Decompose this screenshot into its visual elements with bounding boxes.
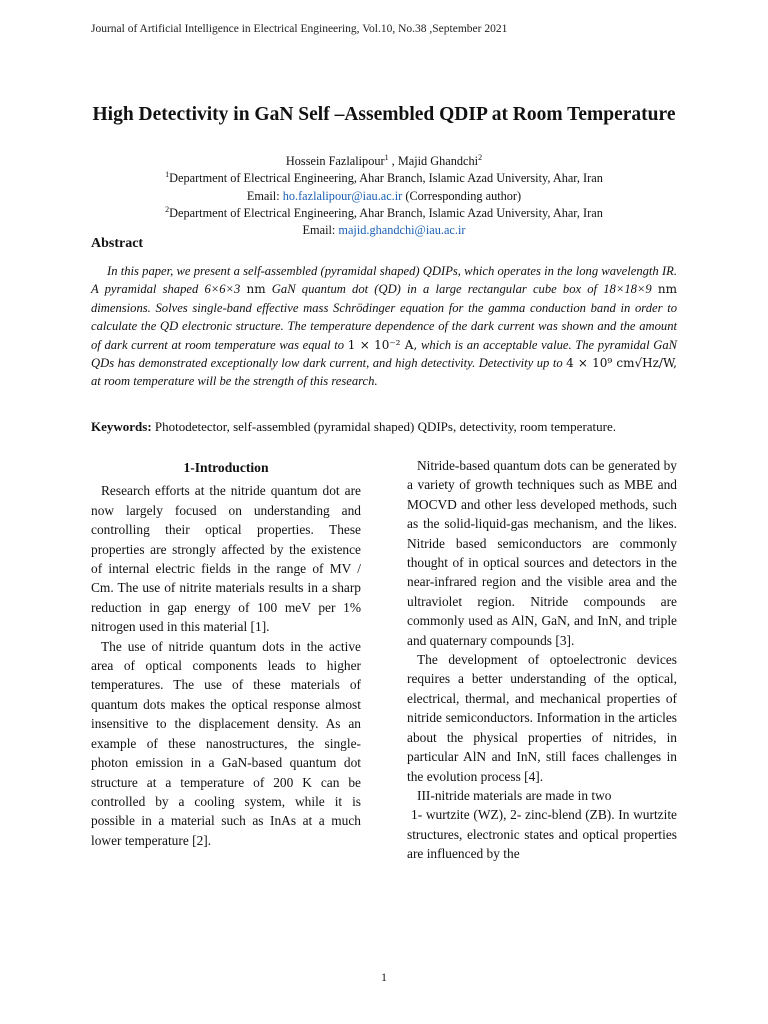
page-number: 1 <box>381 972 387 984</box>
email-label: Email: <box>246 188 283 203</box>
affiliation-1-text: Department of Electrical Engineering, Ahar Branch, Islamic Azad University, Ahar, Iran <box>169 171 603 186</box>
running-header: Journal of Artificial Intelligence in Electrical Engineering, Vol.10, No.38 ,September 2021 <box>91 23 508 35</box>
corresponding-note: (Corresponding author) <box>402 188 522 203</box>
unit-nm: nm <box>657 282 677 297</box>
abstract-text-3: dimensions. Solves single-band effective mass Schrödinger equation for the gamma conduction band in order to calculate the QD electronic structure. The temperature dependence of the dark current was shown and the amount of dark current at room temperature was equal to <box>91 300 677 352</box>
paragraph: 1- wurtzite (WZ), 2- zinc-blend (ZB). In wurtzite structures, electronic states and optical properties are influenced by the <box>407 807 677 862</box>
author-2: Majid Ghandchi <box>397 154 479 168</box>
affiliation-1 <box>90 170 678 187</box>
email-link-1[interactable]: ho.fazlalipour@iau.ac.ir <box>282 188 403 203</box>
paragraph: The development of optoelectronic devices requires a better understanding of the optical, electrical, thermal, and mechanical properties of nitride semiconductors. Information in the articles about the physical properties of nitrides, in particular AlN and InN, still faces challenges in the evolution process [4]. <box>407 652 677 784</box>
affiliation-2-text: Department of Electrical Engineering, Ahar Branch, Islamic Azad University, Ahar, Iran <box>169 205 603 220</box>
abstract-text-4: which is an acceptable value. The pyramidal GaN QDs has demonstrated exceptionally low dark current, and high detectivity. Detectivity up to <box>91 337 678 371</box>
affiliation-2-email-line <box>90 222 678 239</box>
author-1-sup: 1 <box>384 152 389 162</box>
detectivity-value: 4 × 10⁹ cm√Hz/W, <box>566 356 677 371</box>
abstract-heading: Abstract <box>91 236 144 251</box>
section-heading-introduction: 1-Introduction <box>183 460 269 475</box>
dark-current-value: 1 × 10⁻² A, <box>347 337 418 352</box>
paragraph: Research efforts at the nitride quantum dot are now largely focused on understanding and controlling their optical properties. These properties are strongly affected by the existence of internal electric fields in the range of MV / Cm. The use of nitrite materials results in a sharp reduction in gap energy of 100 meV per 1% nitrogen used in this material [1]. <box>91 483 361 635</box>
paragraph: Nitride-based quantum dots can be generated by a variety of growth techniques such as MBE and MOCVD and other less developed methods, such as the solid-liquid-gas mechanism, and the likes. Nitride based semiconductors are commonly thought of in optical sources and detectors in the near-infrared region and the visible area and the ultraviolet region. Nitride compounds are commonly used as AlN, GaN, and InN, and triple and quaternary compounds [3]. <box>407 458 677 648</box>
affiliation-2 <box>90 205 678 222</box>
left-column <box>91 456 361 850</box>
abstract-text-1: In this paper, we present a self-assembled (pyramidal shaped) QDIPs, which operates in the long wavelength IR. A pyramidal shaped 6×6×3 <box>91 264 677 297</box>
email-label: Email: <box>302 223 339 238</box>
affiliation-2-sup: 2 <box>165 204 170 214</box>
unit-nm: nm <box>246 282 266 297</box>
paper-title: High Detectivity in GaN Self –Assembled QDIP at Room Temperature <box>92 104 676 125</box>
affiliation-1-sup: 1 <box>165 170 170 180</box>
author-1: Hossein Fazlalipour <box>285 154 385 168</box>
author-line <box>90 153 678 170</box>
author-affiliation-block <box>90 153 678 239</box>
author-separator: , <box>388 154 398 168</box>
author-2-sup: 2 <box>478 152 483 162</box>
abstract-body <box>91 262 677 391</box>
affiliation-1-email-line <box>90 188 678 205</box>
right-column <box>407 456 677 864</box>
paragraph: The use of nitride quantum dots in the active area of optical components leads to higher temperatures. The use of these materials of quantum dots makes the optical response almost insensitive to the displacement density. As an example of these nanostructures, the single-photon emission in a GaN-based quantum dot structure at a temperature of 200 K can be controlled by a cooling system, while it is possible in a material such as InAs at a much lower temperature [2]. <box>91 638 361 848</box>
keywords-label: Keywords: <box>91 419 152 434</box>
keywords <box>91 418 677 436</box>
keywords-text: Photodetector, self-assembled (pyramidal shaped) QDIPs, detectivity, room temperature. <box>151 419 617 434</box>
abstract-text-5: at room temperature will be the strength of this research. <box>91 374 378 389</box>
abstract-text-2: GaN quantum dot (QD) in a large rectangular cube box of 18×18×9 <box>265 282 658 297</box>
email-link-2[interactable]: majid.ghandchi@iau.ac.ir <box>338 223 466 238</box>
paragraph: III-nitride materials are made in two <box>417 787 612 803</box>
